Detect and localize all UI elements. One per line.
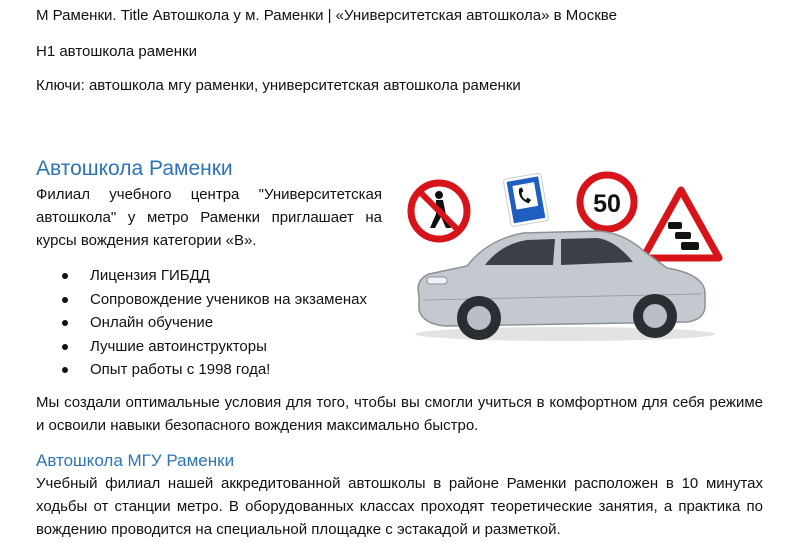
car-and-road-signs-illustration xyxy=(405,170,725,350)
list-item xyxy=(36,358,367,382)
intro-paragraph: Филиал учебного центра "Университетская автошкола" у метро Раменки приглашает на курсы вождения категории «В». xyxy=(36,186,382,249)
phone-sign-icon xyxy=(503,173,549,227)
seo-title-line: М Раменки. Title Автошкола у м. Раменки | «Университетская автошкола» в Москве xyxy=(36,7,617,24)
list-item-label: Лицензия ГИБДД xyxy=(90,267,210,284)
traffic-jam-warning-sign-icon xyxy=(643,190,719,258)
features-list xyxy=(36,264,367,382)
speed-limit-value: 50 xyxy=(593,190,621,218)
list-item xyxy=(36,288,367,312)
list-item xyxy=(36,311,367,335)
bullet-icon xyxy=(62,320,68,326)
list-item-label: Лучшие автоинструкторы xyxy=(90,337,267,355)
list-item xyxy=(36,335,367,359)
speed-limit-sign-icon xyxy=(580,175,634,229)
list-item-label: Онлайн обучение xyxy=(90,314,214,331)
bullet-icon xyxy=(62,297,68,303)
bullet-icon xyxy=(62,344,68,350)
list-item-label: Сопровождение учеников на экзаменах xyxy=(90,290,367,308)
section-heading: Автошкола Раменки xyxy=(36,157,233,180)
list-item-label: Опыт работы с 1998 года! xyxy=(90,361,271,378)
description-paragraph: Мы создали оптимальные условия для того, чтобы вы смогли учиться в комфортном для себя режиме и освоили навыки безопасного вождения максимально быстро. xyxy=(36,394,763,434)
seo-keywords-line: Ключи: автошкола мгу раменки, университетская автошкола раменки xyxy=(36,77,521,94)
list-item xyxy=(36,264,367,288)
branch-paragraph: Учебный филиал нашей аккредитованной автошколы в районе Раменки расположен в 10 минутах ходьбы от станции метро. В оборудованных классах проходят теоретические занятия, а практика по вождению проводится на специальной площадке с эстакадой и разметкой. xyxy=(36,475,763,538)
no-pedestrians-sign-icon xyxy=(411,183,467,239)
bullet-icon xyxy=(62,367,68,373)
bullet-icon xyxy=(62,273,68,279)
seo-h1-line: H1 автошкола раменки xyxy=(36,43,197,60)
subsection-heading: Автошкола МГУ Раменки xyxy=(36,451,235,470)
